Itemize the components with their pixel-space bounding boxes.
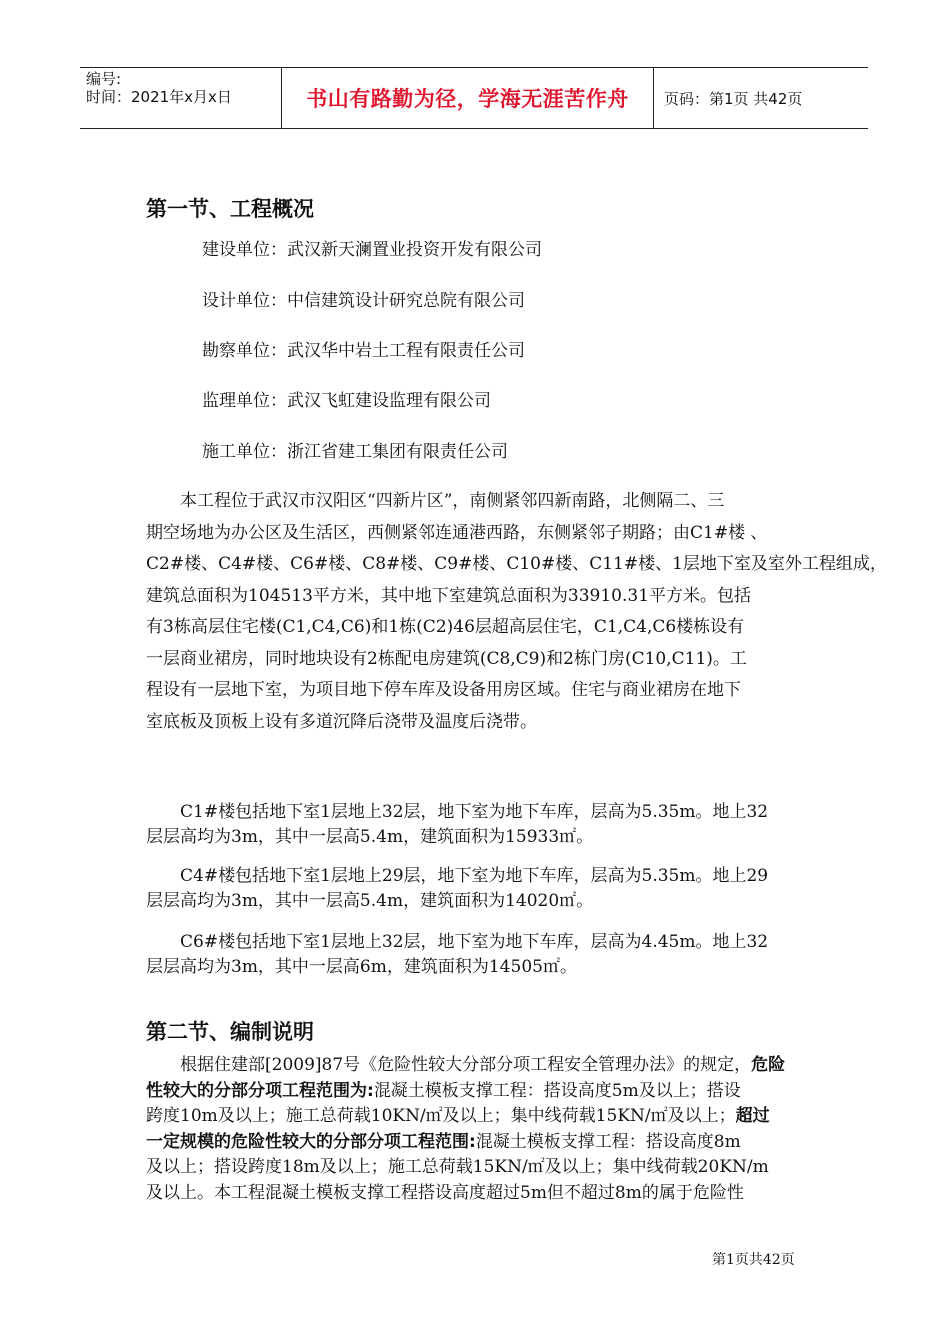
c4-line: C4#楼包括地下室1层地上29层，地下室为地下车库，层高为5.35m。地上29 [180, 866, 769, 886]
overview-line: 期空场地为办公区及生活区，西侧紧邻连通港西路，东侧紧邻子期路；由C1#楼 、 [146, 522, 768, 543]
c4-line: 层层高均为3m，其中一层高5.4m，建筑面积为14020㎡。 [146, 891, 594, 911]
overview-line: 程设有一层地下室，为项目地下停车库及设备用房区域。住宅与商业裙房在地下 [146, 680, 741, 700]
header-meta [80, 68, 282, 128]
compile-line [146, 1053, 812, 1079]
org-construction: 建设单位：武汉新天澜置业投资开发有限公司 [202, 240, 542, 260]
c6-paragraph [146, 930, 812, 980]
overview-paragraph [146, 486, 887, 738]
compile-bold-text: 性较大的分部分项工程范围为: [146, 1080, 374, 1101]
compile-line [146, 1130, 812, 1156]
c4-paragraph [146, 864, 812, 914]
compile-line: 及以上；搭设跨度18m及以上；施工总荷载15KN/㎡及以上；集中线荷载20KN/m [146, 1157, 769, 1177]
overview-line: 一层商业裙房，同时地块设有2栋配电房建筑(C8,C9)和2栋门房(C10,C11)。工 [146, 648, 747, 669]
compile-line: 及以上。本工程混凝土模板支撑工程搭设高度超过5m但不超过8m的属于危险性 [146, 1182, 744, 1203]
overview-line: 建筑总面积为104513平方米，其中地下室建筑总面积为33910.31平方米。包括 [146, 585, 752, 606]
compile-bold-text: 危险 [751, 1055, 786, 1075]
footer-page-number: 第1页共42页 [712, 1252, 795, 1268]
section1-title: 第一节、工程概况 [146, 197, 314, 221]
overview-line: 本工程位于武汉市汉阳区“四新片区”，南侧紧邻四新南路，北侧隔二、三 [180, 491, 725, 511]
compile-line [146, 1079, 812, 1105]
number-label: 编号: [86, 70, 122, 88]
org-design: 设计单位：中信建筑设计研究总院有限公司 [202, 291, 525, 311]
compile-text: 混凝土模板支撑工程：搭设高度5m及以上；搭设 [373, 1080, 741, 1101]
c6-line: C6#楼包括地下室1层地上32层，地下室为地下车库，层高为4.45m。地上32 [180, 932, 769, 952]
c1-line: C1#楼包括地下室1层地上32层，地下室为地下车库，层高为5.35m。地上32 [180, 802, 769, 822]
compile-bold-text: 超过 [735, 1106, 770, 1126]
overview-line: C2#楼、C4#楼、C6#楼、C8#楼、C9#楼、C10#楼、C11#楼、1层地下室及室外工程组成， [146, 554, 887, 574]
compile-line [146, 1104, 812, 1130]
section2-title: 第二节、编制说明 [146, 1020, 314, 1044]
header-motto: 书山有路勤为径，学海无涯苦作舟 [282, 68, 654, 128]
compile-text: 跨度10m及以上；施工总荷载10KN/㎡及以上；集中线荷载15KN/㎡及以上； [146, 1106, 736, 1126]
compile-bold-text: 一定规模的危险性较大的分部分项工程范围: [146, 1131, 476, 1152]
header-page-label: 页码：第1页 共42页 [664, 89, 803, 108]
c1-line: 层层高均为3m，其中一层高5.4m，建筑面积为15933㎡。 [146, 827, 594, 847]
org-builder: 施工单位：浙江省建工集团有限责任公司 [202, 442, 508, 462]
compile-paragraph [146, 1053, 812, 1206]
compile-text: 根据住建部[2009]87号《危险性较大分部分项工程安全管理办法》的规定， [180, 1055, 752, 1075]
overview-line: 有3栋高层住宅楼(C1,C4,C6)和1栋(C2)46层超高层住宅，C1,C4,C6楼栋设有 [146, 617, 745, 637]
compile-text: 混凝土模板支撑工程：搭设高度8m [475, 1131, 741, 1152]
org-supervision: 监理单位：武汉飞虹建设监理有限公司 [202, 391, 491, 411]
overview-line: 室底板及顶板上设有多道沉降后浇带及温度后浇带。 [146, 711, 537, 732]
org-survey: 勘察单位：武汉华中岩土工程有限责任公司 [202, 341, 525, 361]
c6-line: 层层高均为3m，其中一层高6m，建筑面积为14505㎡。 [146, 957, 577, 977]
c1-paragraph [146, 800, 812, 850]
header-table [80, 67, 868, 129]
time-label: 时间：2021年x月x日 [86, 88, 232, 106]
